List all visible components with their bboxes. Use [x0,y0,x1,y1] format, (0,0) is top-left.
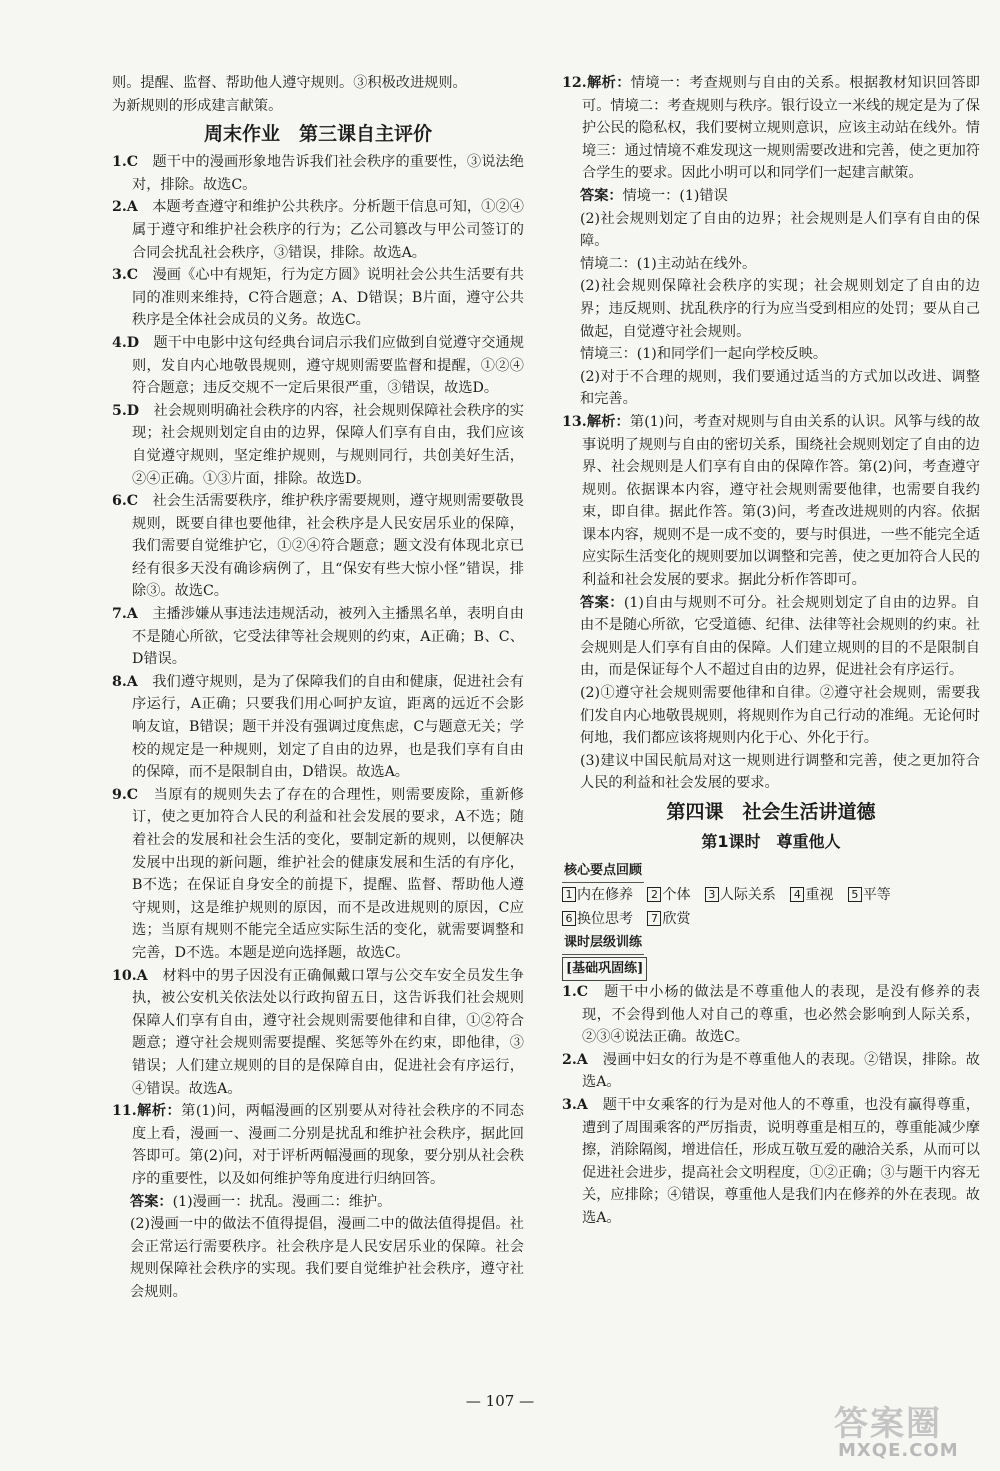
question-11-answer-2: (2)漫画一中的做法不值得提倡，漫画二中的做法值得提倡。社会正常运行需要秩序。社会秩序是人民安居乐业的保障。社会规则保障社会秩序的实现。我们要自觉维护社会秩序，遵守社会规则。 [130,1216,524,1300]
basic-tag-row [562,955,980,981]
question-11-analysis: 11.解析：第(1)问，两幅漫画的区别要从对待社会秩序的不同态度上看，漫画一、漫画二分别是扰乱和维护社会秩序，据此回答即可。第(2)问，对于评析两幅漫画的现象，要分别从社会秩序的重要性，以及如何维护等角度进行归纳回答。 [112,1103,524,1187]
answer-item: 9.C 当原有的规则失去了存在的合理性，则需要废除，重新修订，使之更加符合人民的利益和社会发展的要求，A不选；随着社会的发展和社会生活的变化，要制定新的规则，以便解决发展中出现的新问题，维护社会的健康发展和生活的有序化，B不选；在保证自身安全的前提下，提醒、监督、帮助他人遵守规则，这是维护规则的原因，而不是改进规则的原因，C应选；当原有规则不能完全适应实际生活的变化，就需要调整和完善，D不选。本题是逆向选择题，故选C。 [112,786,524,961]
question-13-answer-3: (3)建议中国民航局对这一规则进行调整和完善，使之更加符合人民的利益和社会发展的要求。 [580,752,980,792]
training-heading: 课时层级训练 [562,932,644,955]
answer-item: 2.A 本题考查遵守和维护公共秩序。分析题干信息可知，①②④属于遵守和维护社会秩序的行为；乙公司篡改与甲公司签订的合同会扰乱社会秩序，③错误，排除。故选A。 [112,199,524,261]
intro-line-1: 则。提醒、监督、帮助他人遵守规则。③积极改进规则。 [112,75,467,91]
keyword-item: 3 人际关系 [705,887,776,903]
question-12-answer-line: 情境三：(1)和同学们一起向学校反映。 [580,346,828,363]
keywords-row-2 [562,907,980,931]
keyword-item: 5 平等 [848,887,891,903]
answer-item: 1.C 题干中小杨的做法是不尊重他人的表现，是没有修养的表现，不会得到他人对自己的尊重，也必然会影响到人际关系，②③④说法正确。故选C。 [562,984,980,1046]
lesson-title: 第1课时 尊重他人 [701,832,841,851]
intro-line-2: 为新规则的形成建言献策。 [112,97,283,114]
question-12-answer-line: (2)对于不合理的规则，我们要通过适当的方式加以改进、调整和完善。 [580,368,980,408]
question-12-answer-line: 答案：情境一：(1)错误 [580,187,728,204]
keyword-item: 1 内在修养 [562,887,633,903]
right-column [562,72,980,1230]
question-13-analysis: 13.解析：第(1)问，考查对规则与自由关系的认识。风筝与线的故事说明了规则与自由的密切关系，围绕社会规则划定了自由的边界、社会规则是人们享有自由的保障作答。第(2)问，考查遵守规则。依据课本内容，遵守社会规则需要他律，也需要自我约束，即自律。据此作答。第(3)问，考查改进规则的内容。依据课本内容，规则不是一成不变的，要与时俱进，一些不能完全适应实际生活变化的规则要加以调整和完善，使之更加符合人民的利益和社会发展的要求。据此分析作答即可。 [562,413,980,589]
answer-item: 3.C 漫画《心中有规矩，行为定方圆》说明社会公共生活要有共同的准则来维持，C符合题意；A、D错误；B片面，遵守公共秩序是全体社会成员的义务。故选C。 [112,267,524,329]
question-11-answer-1: 答案：(1)漫画一：扰乱。漫画二：维护。 [130,1193,392,1210]
basic-practice-tag: [基础巩固练] [562,957,647,981]
answer-item: 5.D 社会规则明确社会秩序的内容，社会规则保障社会秩序的实现；社会规则划定自由的边界，保障人们享有自由，我们应该自觉遵守规则，坚定维护规则，与规则同行，共创美好生活，②④正确。①③片面，排除。故选D。 [112,402,524,487]
answer-item: 8.A 我们遵守规则，是为了保障我们的自由和健康，促进社会有序运行，A正确；只要我们用心呵护友谊，距离的远近不会影响友谊，B错误；题干并没有强调过度焦虑，C与题意无关；学校的规定是一种规则，划定了自由的边界，也是我们享有自由的保障，而不是限制自由，D错误。故选A。 [112,673,524,781]
keywords-row-1 [562,883,980,907]
answer-item: 6.C 社会生活需要秩序，维护秩序需要规则，遵守规则需要敬畏规则，既要自律也要他律，社会秩序是人民安居乐业的保障，我们需要自觉维护它，①②④符合题意；题文没有体现北京已经有很多天没有确诊病例了，且“保安有些大惊小怪”错误，排除③。故选C。 [112,493,524,600]
answer-item: 10.A 材料中的男子因没有正确佩戴口罩与公交车安全员发生争执，被公安机关依法处以行政拘留五日，这告诉我们社会规则保障人们享有自由，遵守社会规则需要他律和自律，①②符合题意；遵守社会规则需要提醒、奖惩等外在约束，即他律，③错误；人们建立规则的目的是保障自由，促进社会有序运行，④错误。故选A。 [112,967,524,1097]
section-title: 周末作业 第三课自主评价 [203,123,432,146]
answer-item: 3.A 题干中女乘客的行为是对他人的不尊重，也没有赢得尊重，遭到了周围乘客的严厉指责，说明尊重是相互的，尊重能减少摩擦，消除隔阂，增进信任，形成互敬互爱的融洽关系，从而可以促进社会进步，提高社会文明程度，①②正确；③与题干内容无关，应排除；④错误，尊重他人是我们内在修养的外在表现。故选A。 [562,1096,980,1226]
question-12-analysis: 12.解析：情境一：考查规则与自由的关系。根据教材知识回答即可。情境二：考查规则与秩序。银行设立一米线的规定是为了保护公民的隐私权，我们要树立规则意识，应该主动站在线外。情境三：通过情境不难发现这一规则需要改进和完善，使之更加符合学生的要求。因此小明可以和同学们一起建言献策。 [562,75,980,182]
keyword-item: 4 重视 [790,887,833,903]
core-points-heading: 核心要点回顾 [562,860,644,883]
answer-item: 1.C 题干中的漫画形象地告诉我们社会秩序的重要性，③说法绝对，排除。故选C。 [112,154,524,193]
keyword-item: 7 欣赏 [647,911,690,927]
keyword-item: 6 换位思考 [562,911,633,927]
question-13-answer-1: 答案：(1)自由与规则不可分。社会规则划定了自由的边界。自由不是随心所欲，它受道德、纪律、法律等社会规则的约束。社会规则是人们享有自由的保障。人们建立规则的目的不是限制自由，而是保证每个人不超过自由的边界，促进社会有序运行。 [580,594,980,679]
answer-item: 7.A 主播涉嫌从事违法违规活动，被列入主播黑名单，表明自由不是随心所欲，它受法律等社会规则的约束，A正确；B、C、D错误。 [112,606,524,668]
question-12-answer-line: (2)社会规则划定了自由的边界；社会规则是人们享有自由的保障。 [580,210,980,250]
question-12-answer-line: 情境二：(1)主动站在线外。 [580,255,757,272]
keyword-item: 2 个体 [647,887,690,903]
question-12-answer-line: (2)社会规则保障社会秩序的实现；社会规则划定了自由的边界；违反规则、扰乱秩序的行为应当受到相应的处罚；要从自己做起，自觉遵守社会规则。 [580,278,980,340]
left-column [112,72,524,1303]
answer-item: 4.D 题干中电影中这句经典台词启示我们应做到自觉遵守交通规则，发自内心地敬畏规则，遵守规则需要监督和提醒，①②④符合题意；违反交规不一定后果很严重，③错误，故选D。 [112,334,524,397]
page-number: — 107 — [465,1392,535,1410]
core-points-heading-row [562,859,980,883]
chapter-title: 第四课 社会生活讲道德 [666,801,876,823]
watermark-url: MXQE.COM [838,1440,959,1461]
training-heading-row [562,931,980,955]
answer-item: 2.A 漫画中妇女的行为是不尊重他人的表现。②错误，排除。故选A。 [562,1051,980,1091]
question-13-answer-2: (2)①遵守社会规则需要他律和自律。②遵守社会规则，需要我们发自内心地敬畏规则，将规则作为自己行动的准绳。无论何时何地，我们都应该将规则内化于心、外化于行。 [580,685,980,747]
watermark-logo: 答案圈 [834,1404,942,1444]
